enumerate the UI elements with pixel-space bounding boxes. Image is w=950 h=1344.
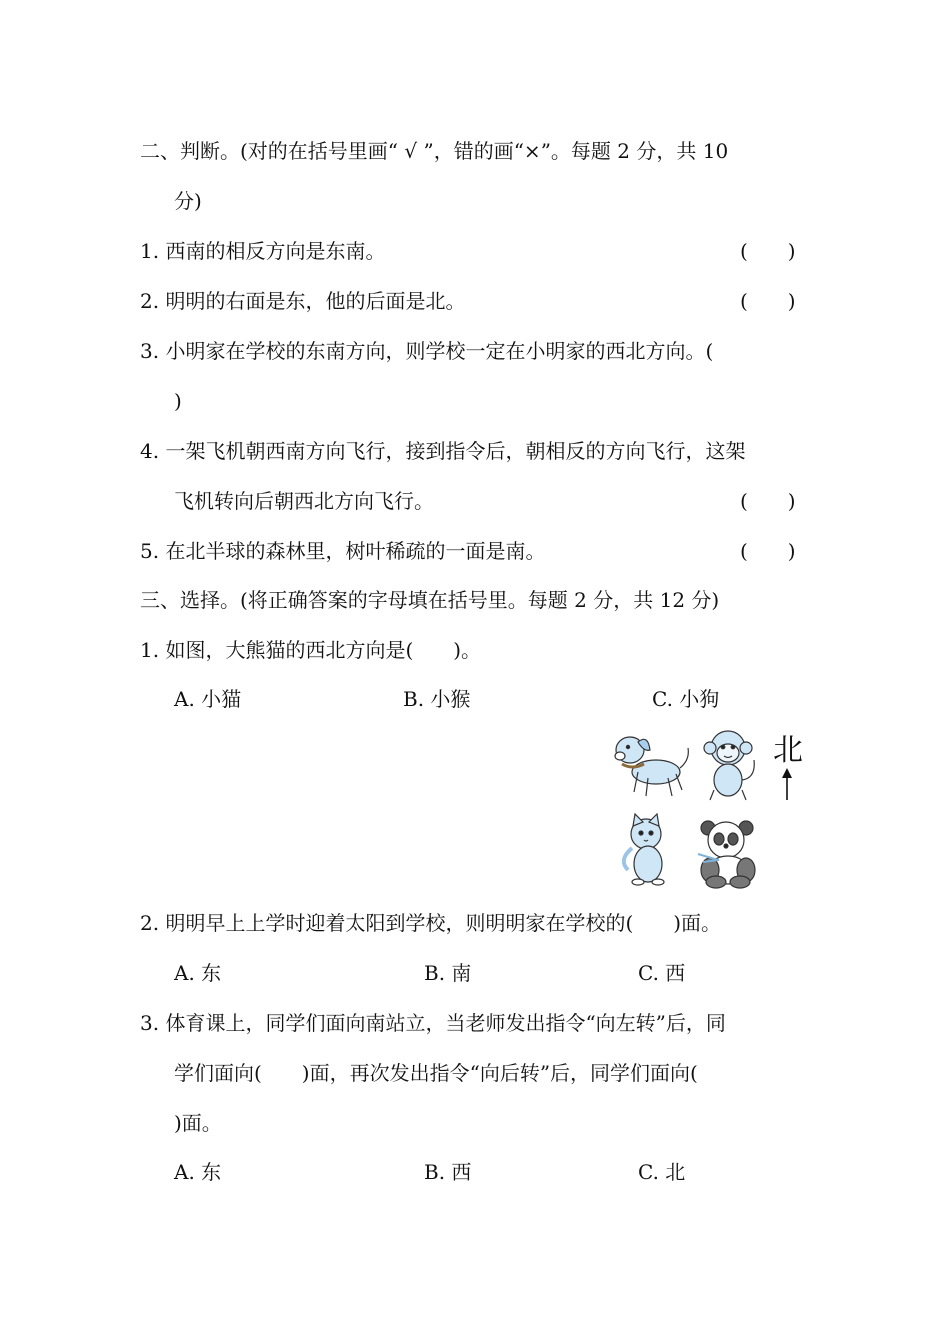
- cat-icon: [624, 814, 664, 885]
- answer-blank-5[interactable]: ( ): [740, 539, 796, 563]
- q2-option-a[interactable]: A. 东: [174, 961, 222, 985]
- dog-icon: [615, 737, 688, 796]
- judge-item-3: 3. 小明家在学校的东南方向，则学校一定在小明家的西北方向。(: [140, 339, 714, 363]
- q1-option-c[interactable]: C. 小狗: [652, 687, 720, 711]
- q3-option-a[interactable]: A. 东: [174, 1160, 222, 1184]
- q2-option-b[interactable]: B. 南: [424, 961, 472, 985]
- north-label: 北: [773, 733, 803, 768]
- q1-option-b[interactable]: B. 小猴: [403, 687, 471, 711]
- q2-option-c[interactable]: C. 西: [638, 961, 686, 985]
- choice-q3-cont2: )面。: [174, 1111, 222, 1135]
- answer-blank-4[interactable]: ( ): [740, 489, 796, 513]
- monkey-icon: [704, 731, 754, 800]
- section3-heading: 三、选择。(将正确答案的字母填在括号里。每题 2 分，共 12 分): [140, 588, 720, 612]
- judge-item-4: 4. 一架飞机朝西南方向飞行，接到指令后，朝相反的方向飞行，这架: [140, 439, 746, 463]
- section2-heading: 二、判断。(对的在括号里画“ √ ”，错的画“×”。每题 2 分，共 10: [140, 139, 729, 163]
- q3-option-c[interactable]: C. 北: [638, 1160, 686, 1184]
- animal-direction-figure: [608, 722, 808, 892]
- choice-q1: 1. 如图，大熊猫的西北方向是( )。: [140, 638, 482, 662]
- q1-option-a[interactable]: A. 小猫: [174, 687, 242, 711]
- answer-blank-2[interactable]: ( ): [740, 289, 796, 313]
- judge-item-2: 2. 明明的右面是东，他的后面是北。: [140, 289, 466, 313]
- panda-icon: [698, 821, 755, 888]
- judge-item-4-cont: 飞机转向后朝西北方向飞行。: [174, 489, 434, 513]
- judge-item-3-cont: ): [174, 389, 182, 413]
- q3-option-b[interactable]: B. 西: [424, 1160, 472, 1184]
- choice-q3-cont: 学们面向( )面，再次发出指令“向后转”后，同学们面向(: [174, 1061, 698, 1085]
- section2-heading-cont: 分): [174, 189, 202, 213]
- answer-blank-1[interactable]: ( ): [740, 239, 796, 263]
- judge-item-5: 5. 在北半球的森林里，树叶稀疏的一面是南。: [140, 539, 546, 563]
- choice-q3: 3. 体育课上，同学们面向南站立，当老师发出指令“向左转”后，同: [140, 1011, 726, 1035]
- judge-item-1: 1. 西南的相反方向是东南。: [140, 239, 386, 263]
- choice-q2: 2. 明明早上上学时迎着太阳到学校，则明明家在学校的( )面。: [140, 911, 722, 935]
